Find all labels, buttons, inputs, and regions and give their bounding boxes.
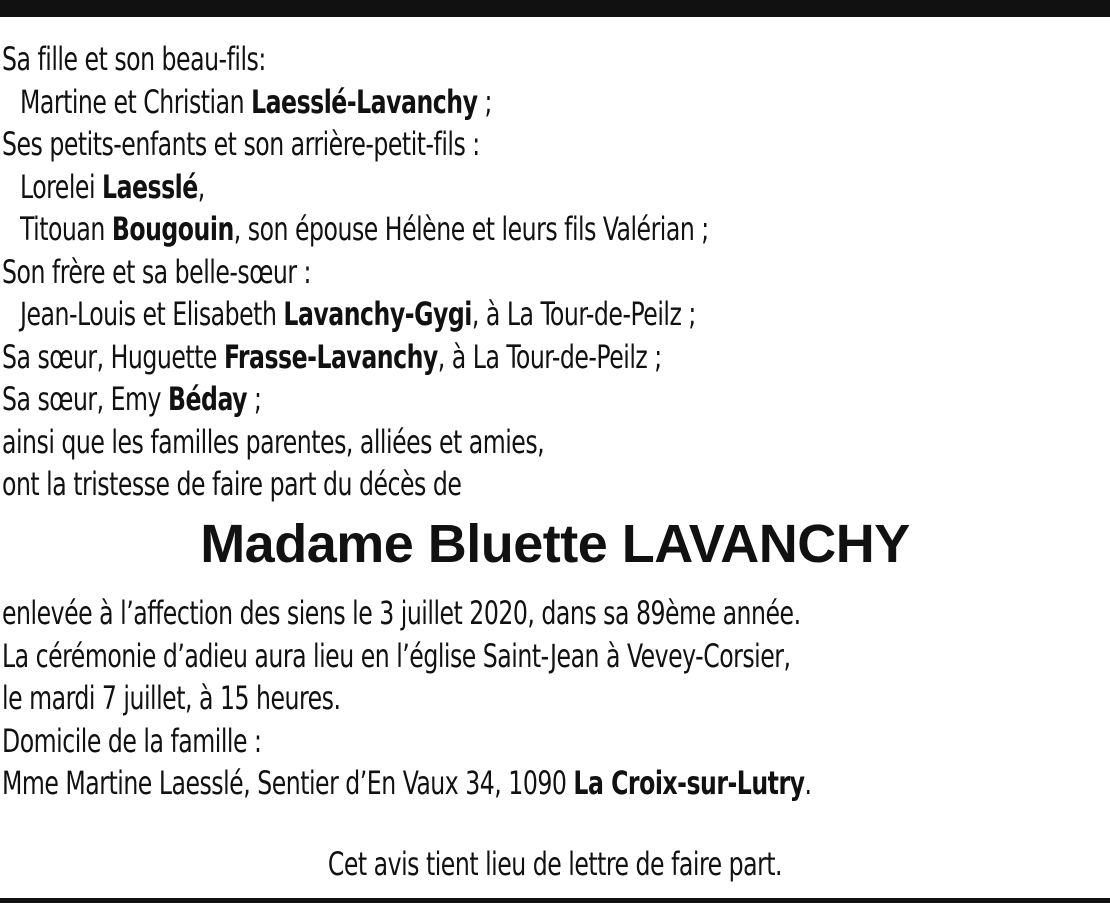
daughter-surname: Laesslé-Lavanchy — [251, 82, 478, 121]
daughter-line: Martine et Christian Laesslé-Lavanchy ; — [20, 82, 492, 121]
address-town: La Croix-sur-Lutry — [573, 764, 805, 802]
deceased-name: Madame Bluette LAVANCHY — [200, 514, 910, 574]
sister-1-surname: Frasse-Lavanchy — [223, 337, 438, 376]
grandchild-1-surname: Laesslé — [102, 167, 198, 206]
sister-1-line: Sa sœur, Huguette Frasse-Lavanchy, à La Tour-de-Peilz ; — [2, 337, 662, 376]
announce-line: ont la tristesse de faire part du décès de — [2, 465, 462, 503]
grandchild-2-surname: Bougouin — [111, 210, 234, 248]
details-block — [2, 592, 1068, 805]
ceremony-time-line: le mardi 7 juillet, à 15 heures. — [2, 679, 341, 717]
brother-surname: Lavanchy-Gygi — [283, 295, 472, 333]
grandchild-1-line: Lorelei Laesslé, — [20, 167, 205, 206]
sister-2-line: Sa sœur, Emy Béday ; — [2, 380, 262, 418]
family-list — [2, 38, 904, 506]
closing-note: Cet avis tient lieu de lettre de faire part. — [327, 845, 783, 883]
domicile-label: Domicile de la famille : — [2, 721, 262, 760]
address-line: Mme Martine Laesslé, Sentier d’En Vaux 34, 1090 La Croix-sur-Lutry. — [2, 764, 812, 802]
sister-2-surname: Béday — [168, 380, 248, 418]
death-line: enlevée à l’affection des siens le 3 juillet 2020, dans sa 89ème année. — [2, 594, 801, 632]
brother-intro: Son frère et sa belle-sœur : — [2, 252, 312, 291]
grandchildren-intro: Ses petits-enfants et son arrière-petit-fils : — [2, 125, 480, 163]
top-rule — [0, 0, 1110, 17]
brother-line: Jean-Louis et Elisabeth Lavanchy-Gygi, à La Tour-de-Peilz ; — [20, 295, 696, 333]
grandchild-2-line: Titouan Bougouin, son épouse Hélène et leurs fils Valérian ; — [20, 210, 709, 248]
bottom-rule — [0, 898, 1110, 903]
daughter-intro: Sa fille et son beau-fils: — [2, 40, 266, 78]
ceremony-line: La cérémonie d’adieu aura lieu en l’église Saint-Jean à Vevey-Corsier, — [2, 636, 791, 675]
relatives-line: ainsi que les familles parentes, alliées et amies, — [2, 422, 545, 461]
